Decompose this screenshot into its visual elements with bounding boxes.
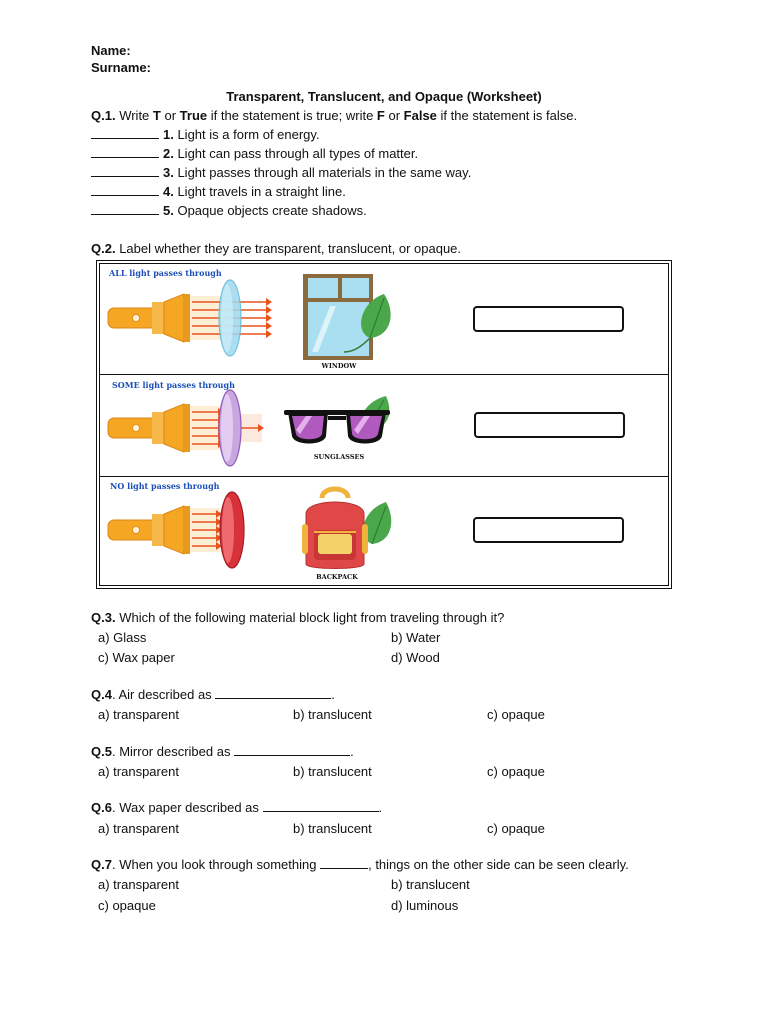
- q6-option-a[interactable]: a) transparent: [98, 821, 179, 836]
- answer-box-window[interactable]: [473, 306, 624, 332]
- answer-blank[interactable]: [263, 800, 379, 812]
- row-label-no: NO light passes through: [110, 481, 220, 491]
- caption-sunglasses: SUNGLASSES: [313, 453, 365, 461]
- answer-blank[interactable]: [91, 146, 159, 158]
- answer-blank[interactable]: [91, 127, 159, 139]
- caption-backpack: BACKPACK: [316, 573, 358, 581]
- q4-option-a[interactable]: a) transparent: [98, 707, 179, 722]
- row-label-all: ALL light passes through: [109, 268, 222, 278]
- answer-blank[interactable]: [91, 203, 159, 215]
- sunglasses-icon: [282, 394, 394, 454]
- q6-option-b[interactable]: b) translucent: [293, 821, 372, 836]
- q3-option-c[interactable]: c) Wax paper: [98, 650, 175, 665]
- q5-question: Q.5. Mirror described as .: [91, 744, 354, 759]
- q7-option-c[interactable]: c) opaque: [98, 898, 156, 913]
- answer-blank[interactable]: [215, 687, 331, 699]
- q1-instruction: Q.1. Write T or True if the statement is true; write F or False if the statement is false.: [91, 108, 578, 123]
- q1-item: 3. Light passes through all materials in the same way.: [91, 165, 471, 181]
- q2-instruction: Q.2. Label whether they are transparent, translucent, or opaque.: [91, 241, 462, 256]
- q7-option-b[interactable]: b) translucent: [391, 877, 470, 892]
- name-label: Name:: [91, 43, 131, 58]
- q6-question: Q.6. Wax paper described as .: [91, 800, 383, 815]
- answer-blank[interactable]: [91, 184, 159, 196]
- q5-option-a[interactable]: a) transparent: [98, 764, 179, 779]
- q1-item: 4. Light travels in a straight line.: [91, 184, 346, 200]
- page-title: Transparent, Translucent, and Opaque (Worksheet): [226, 89, 542, 104]
- answer-blank[interactable]: [320, 857, 368, 869]
- row-label-some: SOME light passes through: [112, 380, 235, 390]
- q7-option-a[interactable]: a) transparent: [98, 877, 179, 892]
- q6-option-c[interactable]: c) opaque: [487, 821, 545, 836]
- answer-blank[interactable]: [91, 165, 159, 177]
- q5-option-c[interactable]: c) opaque: [487, 764, 545, 779]
- q1-item: 1. Light is a form of energy.: [91, 127, 320, 143]
- q7-question: Q.7. When you look through something , things on the other side can be seen clearly.: [91, 857, 629, 872]
- q1-item: 5. Opaque objects create shadows.: [91, 203, 367, 219]
- caption-window: WINDOW: [321, 362, 357, 370]
- flashlight-icon: [106, 278, 276, 360]
- q2-row-divider: [99, 374, 669, 375]
- q2-row-divider: [99, 476, 669, 477]
- q7-option-d[interactable]: d) luminous: [391, 898, 459, 913]
- answer-box-backpack[interactable]: [473, 517, 624, 543]
- answer-blank[interactable]: [234, 744, 350, 756]
- backpack-icon: [300, 484, 396, 574]
- q4-option-c[interactable]: c) opaque: [487, 707, 545, 722]
- flashlight-icon: [106, 388, 276, 470]
- surname-label: Surname:: [91, 60, 151, 75]
- q3-option-a[interactable]: a) Glass: [98, 630, 147, 645]
- q4-option-b[interactable]: b) translucent: [293, 707, 372, 722]
- answer-box-sunglasses[interactable]: [474, 412, 625, 438]
- q3-option-b[interactable]: b) Water: [391, 630, 441, 645]
- q3-question: Q.3. Which of the following material block light from traveling through it?: [91, 610, 505, 625]
- q1-item: 2. Light can pass through all types of matter.: [91, 146, 418, 162]
- q3-option-d[interactable]: d) Wood: [391, 650, 440, 665]
- flashlight-icon: [106, 490, 276, 572]
- q4-question: Q.4. Air described as .: [91, 687, 335, 702]
- window-icon: [300, 272, 396, 362]
- q5-option-b[interactable]: b) translucent: [293, 764, 372, 779]
